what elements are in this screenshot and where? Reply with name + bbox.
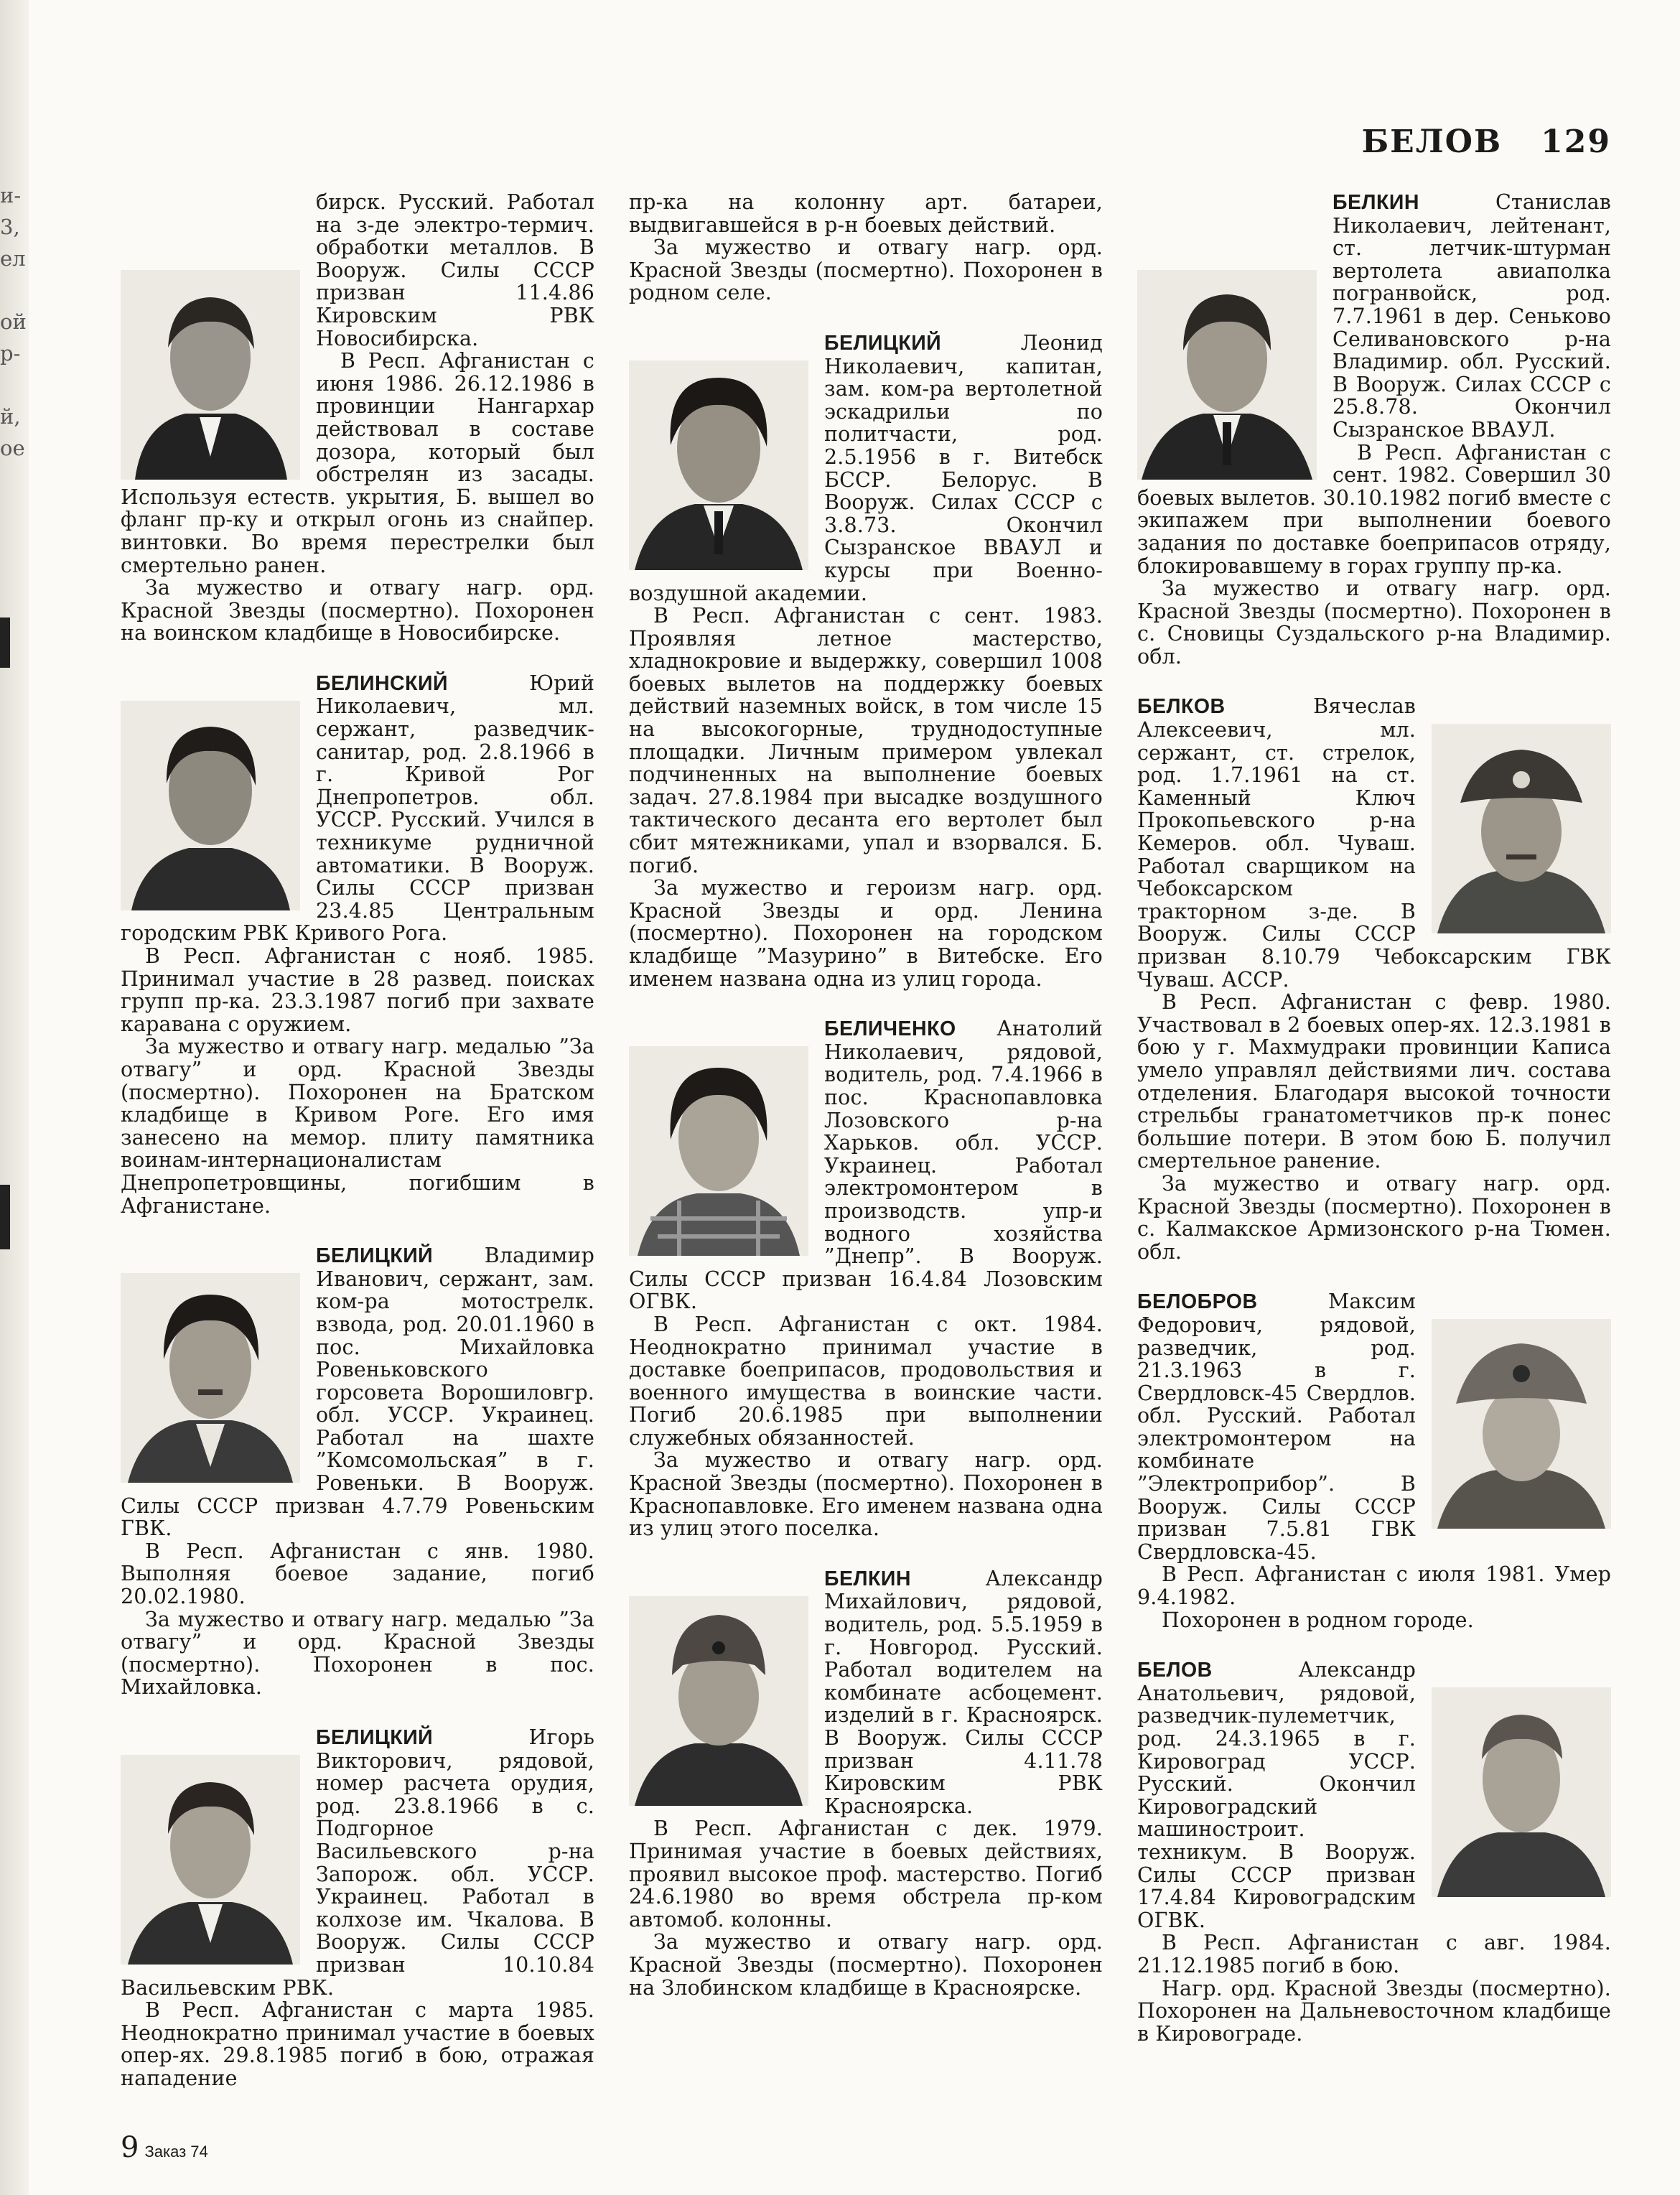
entry-text: Нагр. орд. Красной Звезды (посмертно). Похоронен на Дальневосточном кладбище в Кировограде.: [1137, 1976, 1611, 2046]
entry-surname: БЕЛИЧЕНКО: [824, 1017, 956, 1041]
portrait-photo: [121, 1755, 300, 1965]
entry-text: В Респ. Афганистан с дек. 1979. Принимая участие в боевых действиях, проявил высокое проф. мастерство. Погиб 24.6.1980 во время обстрела пр-ком автомоб. колонны.: [629, 1817, 1103, 1931]
entry-text: Похоронен в родном городе.: [1162, 1608, 1474, 1632]
entry-belkin-stanislav: [1137, 191, 1611, 668]
entry-continuation: [629, 191, 1103, 304]
entry-text: В Респ. Афганистан с окт. 1984. Неоднократно принимал участие в доставке боеприпасов, продовольствия и военного имущества в воинские части. Погиб 20.6.1985 при выполнении служебных обязанностей.: [629, 1312, 1103, 1450]
entry-text: В Респ. Афганистан с июня 1986. 26.12.1986 в провинции Нангархар действовал в составе дозора, который был обстрелян из засады. Используя естеств. укрытия, Б. вышел во фланг пр-ку и открыл огонь из снайпер. винтовки. Во время перестрелки был смертельно ранен.: [121, 349, 594, 577]
entry-text: В Респ. Афганистан с сент. 1983. Проявляя летное мастерство, хладнокровие и выдержку, совершил 1008 боевых вылетов на поддержку боевых действий наземных войск, в том числе 15 на высокогорные, труднодоступные площадки. Личным примером увлекал подчиненных на выполнение боевых задач. 27.8.1984 при высадке воздушного тактического десанта его вертолет был сбит мятежниками, упал и взорвался. Б. погиб.: [629, 604, 1103, 877]
entry-text: За мужество и отвагу нагр. орд. Красной Звезды (посмертно). Похоронен в с. Калмакское Армизонского р-на Тюмен. обл.: [1137, 1171, 1611, 1264]
column-2: [629, 191, 1103, 2026]
entry-surname: БЕЛКОВ: [1137, 695, 1226, 719]
portrait-image: [121, 1755, 300, 1965]
portrait-photo: [121, 701, 300, 910]
portrait-photo: [1432, 1319, 1611, 1529]
portrait-image: [121, 1273, 300, 1483]
portrait-photo: [121, 1273, 300, 1483]
entry-text: В Респ. Афганистан с сент. 1982. Совершил 30 боевых вылетов. 30.10.1982 погиб вместе с экипажем при выполнении боевого задания по доставке боеприпасов отряду, блокировавшему в горах группу пр-ка.: [1137, 440, 1611, 578]
portrait-photo: [629, 360, 808, 570]
entry-text: За мужество и отвагу нагр. орд. Красной Звезды (посмертно). Похоронен в родном селе.: [629, 236, 1103, 305]
left-page-gutter: [0, 0, 29, 2195]
entry-surname: БЕЛКИН: [1333, 191, 1419, 214]
entry-belkov-vyacheslav: [1137, 695, 1611, 1263]
entry-text: Игорь Викторович, рядовой, номер расчета орудия, род. 23.8.1966 в с. Подгорное Васильевского р-на Запорож. обл. УССР. Украинец. Работал в колхозе им. Чкалова. В Вооруж. Силы СССР призван 10.10.84 Васильевским РВК.: [121, 1725, 594, 2000]
print-order: Заказ 74: [144, 2143, 208, 2161]
gutter-photo-edge: [0, 1185, 10, 1249]
entry-text: В Респ. Афганистан с янв. 1980. Выполняя боевое задание, погиб 20.02.1980.: [121, 1539, 594, 1609]
portrait-photo: [1432, 724, 1611, 933]
entry-text: Станислав Николаевич, лейтенант, ст. летчик-штурман вертолета авиаполка погранвойск, род. 7.7.1961 в дер. Сеньково Селивановского р-на Владимир. обл. Русский. В Вооруж. Силах СССР с 25.8.78. Окончил Сызранское ВВАУЛ.: [1333, 190, 1611, 442]
entry-text: В Респ. Афганистан с авг. 1984. 21.12.1985 погиб в бою.: [1137, 1931, 1611, 1977]
entry-text: За мужество и героизм нагр. орд. Красной Звезды и орд. Ленина (посмертно). Похоронен на городском кладбище ”Мазурино” в Витебске. Его именем названа одна из улиц города.: [629, 876, 1103, 991]
portrait-image: [629, 1046, 808, 1256]
entry-continuation: [121, 191, 594, 645]
entry-surname: БЕЛИНСКИЙ: [316, 671, 449, 695]
portrait-photo: [629, 1046, 808, 1256]
entry-surname: БЕЛОВ: [1137, 1659, 1213, 1682]
entry-text: За мужество и отвагу нагр. орд. Красной Звезды (посмертно). Похоронен в Краснопавловке. Его именем названа одна из улиц этого поселка.: [629, 1448, 1103, 1541]
entry-belichenko-anatoly: [629, 1017, 1103, 1540]
portrait-photo: [1432, 1687, 1611, 1897]
portrait-photo: [1137, 270, 1317, 480]
entry-surname: БЕЛИЦКИЙ: [316, 1244, 434, 1268]
signature-mark: [121, 2131, 208, 2164]
portrait-image: [121, 270, 300, 480]
entry-belinsky-yuri: [121, 672, 594, 1217]
entry-text: В Респ. Афганистан с июля 1981. Умер 9.4.1982.: [1137, 1562, 1611, 1610]
entry-surname: БЕЛКИН: [824, 1567, 911, 1590]
gutter-text-fragments: и- 3, ел ой р- й, ое: [0, 183, 27, 460]
entry-surname: БЕЛИЦКИЙ: [824, 331, 942, 355]
portrait-image: [629, 1596, 808, 1806]
running-head: [1362, 124, 1611, 160]
entry-text: В Респ. Афганистан с марта 1985. Неоднократно принимал участие в боевых опер-ях. 29.8.1985 погиб в бою, отражая нападение: [121, 1998, 594, 2090]
entry-text: За мужество и отвагу нагр. медалью ”За отвагу” и орд. Красной Звезды (посмертно). Похоронен на Братском кладбище в Кривом Роге. Его имя занесено на мемор. плиту памятника воинам-интернационалистам Днепропетровщины, погибшим в Афганистане.: [121, 1035, 594, 1218]
entry-text: Александр Анатольевич, рядовой, разведчик-пулеметчик, род. 24.3.1965 в г. Кировоград УССР. Русский. Окончил Кировоградский машиностроит. техникум. В Вооруж. Силы СССР призван 17.4.84 Кировоградским ОГВК.: [1137, 1658, 1416, 1932]
portrait-image: [1432, 724, 1611, 933]
signature-number: 9: [121, 2131, 139, 2164]
portrait-image: [1432, 1687, 1611, 1897]
entry-text: Александр Михайлович, рядовой, водитель, род. 5.5.1959 в г. Новгород. Русский. Работал водителем на комбинате асбоцемент. изделий в г. Красноярск. В Вооруж. Силы СССР призван 4.11.78 Кировским РВК Красноярска.: [824, 1566, 1103, 1818]
portrait-image: [1432, 1319, 1611, 1529]
entry-text: Владимир Иванович, сержант, зам. ком-ра мотострелк. взвода, род. 20.01.1960 в пос. Михайловка Ровеньковского горсовета Ворошиловгр. обл. УССР. Украинец. Работал на шахте ”Комсомольская” в г. Ровеньки. В Вооруж. Силы СССР призван 4.7.79 Ровеньским ГВК.: [121, 1244, 594, 1541]
entry-text: Анатолий Николаевич, рядовой, водитель, род. 7.4.1966 в пос. Краснопавловка Лозовского р-на Харьков. обл. УССР. Украинец. Работал электромонтером в производств. упр-и водного хозяйства ”Днепр”. В Вооруж. Силы СССР призван 16.4.84 Лозовским ОГВК.: [629, 1017, 1103, 1314]
page-number: 129: [1541, 124, 1611, 160]
portrait-photo: [629, 1596, 808, 1806]
entry-belitsky-vladimir: [121, 1244, 594, 1699]
entry-text: Максим Федорович, рядовой, разведчик, род. 21.3.1963 в г. Свердловск-45 Свердлов. обл. Русский. Работал электромонтером на комбинате ”Электроприбор”. В Вооруж. Силы СССР призван 7.5.81 ГВК Свердловска-45.: [1137, 1290, 1416, 1564]
entry-text: За мужество и отвагу нагр. орд. Красной Звезды (посмертно). Похоронен на воинском кладбище в Новосибирске.: [121, 576, 594, 646]
gutter-photo-edge: [0, 618, 10, 668]
portrait-image: [121, 701, 300, 910]
portrait-photo: [121, 270, 300, 480]
entry-text: пр-ка на колонну арт. батареи, выдвигавшейся в р-н боевых действий.: [629, 190, 1103, 237]
running-head-word: БЕЛОВ: [1361, 124, 1503, 160]
entry-belitsky-leonid: [629, 332, 1103, 990]
entry-belitsky-igor: [121, 1726, 594, 2090]
entry-surname: БЕЛИЦКИЙ: [316, 1726, 434, 1749]
entry-surname: БЕЛОБРОВ: [1137, 1290, 1258, 1314]
entry-text: бирск. Русский. Работал на з-де электро-термич. обработки металлов. В Вооруж. Силы СССР призван 11.4.86 Кировским РВК Новосибирска.: [316, 190, 594, 350]
entry-text: Юрий Николаевич, мл. сержант, разведчик-санитар, род. 2.8.1966 в г. Кривой Рог Днепропетров. обл. УССР. Русский. Учился в техникуме рудничной автоматики. В Вооруж. Силы СССР призван 23.4.85 Центральным городским РВК Кривого Рога.: [121, 671, 594, 946]
entry-text: За мужество и отвагу нагр. орд. Красной Звезды (посмертно). Похоронен на Злобинском кладбище в Красноярске.: [629, 1930, 1103, 2000]
entry-text: За мужество и отвагу нагр. медалью ”За отвагу” и орд. Красной Звезды (посмертно). Похоронен в пос. Михайловка.: [121, 1607, 594, 1700]
entry-text: В Респ. Афганистан с нояб. 1985. Принимал участие в 28 развед. поисках групп пр-ка. 23.3.1987 погиб при захвате каравана с оружием.: [121, 944, 594, 1036]
portrait-image: [629, 360, 808, 570]
column-1: [121, 191, 594, 2117]
entry-text: Леонид Николаевич, капитан, зам. ком-ра вертолетной эскадрильи по политчасти, род. 2.5.1956 в г. Витебск БССР. Белорус. В Вооруж. Силах СССР с 3.8.73. Окончил Сызранское ВВАУЛ и курсы при Военно-воздушной академии.: [629, 330, 1103, 605]
portrait-image: [1137, 270, 1317, 480]
entry-text: В Респ. Афганистан с февр. 1980. Участвовал в 2 боевых опер-ях. 12.3.1981 в бою у г. Махмудраки провинции Каписа умело управлял действиями лич. состава отделения. Благодаря высокой точности стрельбы гранатометчиков пр-к понес большие потери. В этом бою Б. получил смертельное ранение.: [1137, 990, 1611, 1173]
entry-text: Вячеслав Алексеевич, мл. сержант, ст. стрелок, род. 1.7.1961 на ст. Каменный Ключ Прокопьевского р-на Кемеров. обл. Чуваш. Работал сварщиком на Чебоксарском тракторном з-де. В Вооруж. Силы СССР призван 8.10.79 Чебоксарским ГВК Чуваш. АССР.: [1137, 694, 1611, 992]
entry-belobrov-maxim: [1137, 1290, 1611, 1631]
entry-belov-alexander: [1137, 1659, 1611, 2045]
entry-text: За мужество и отвагу нагр. орд. Красной Звезды (посмертно). Похоронен в с. Сновицы Суздальского р-на Владимир. обл.: [1137, 577, 1611, 668]
entry-belkin-alexander: [629, 1567, 1103, 1999]
column-3: [1137, 191, 1611, 2072]
